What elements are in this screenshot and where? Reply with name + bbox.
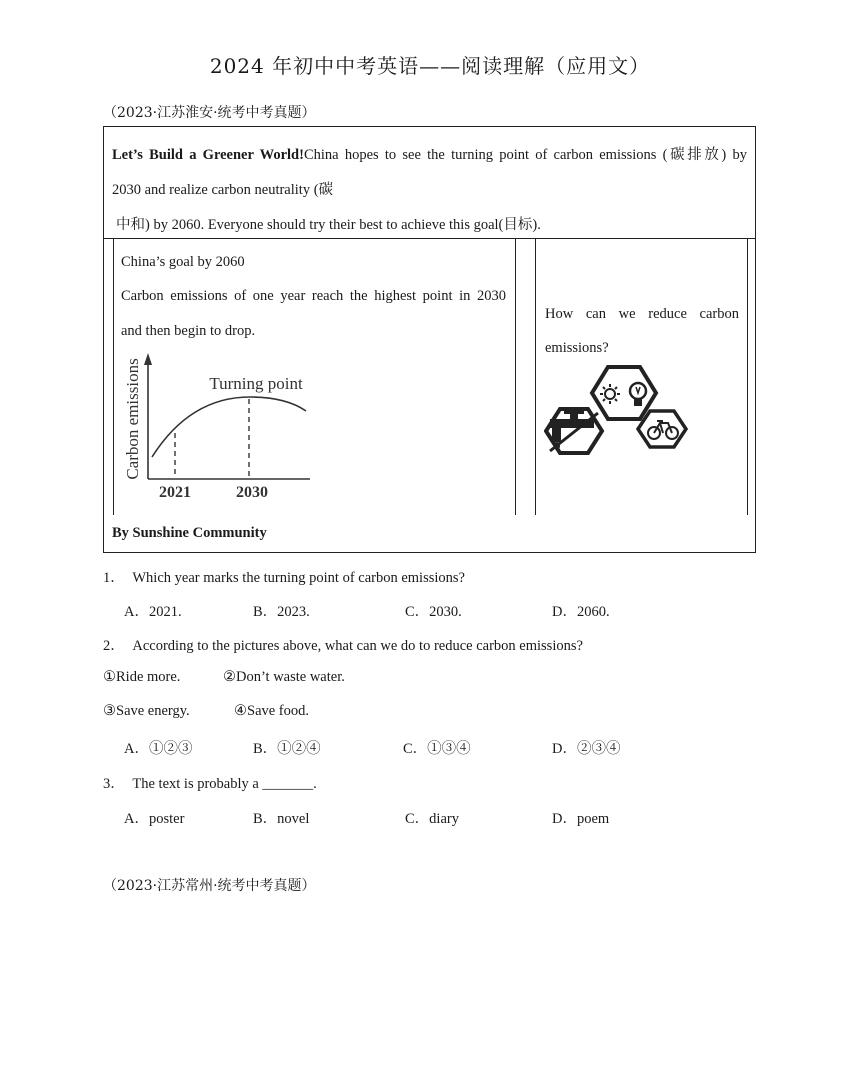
statement-3: ③Save energy. xyxy=(103,703,190,719)
page-title: 2024 年初中中考英语——阅读理解（应用文） xyxy=(209,54,651,78)
byline: By Sunshine Community xyxy=(112,525,267,541)
chart-annotation: Turning point xyxy=(209,374,303,393)
source-label: （2023·江苏淮安·统考中考真题） xyxy=(103,105,316,121)
goal-title: China’s goal by 2060 xyxy=(121,254,245,270)
passage-line-3: 中和) by 2060. Everyone should try their best to achieve this goal(目标). xyxy=(116,217,541,233)
question-number: 1． xyxy=(103,570,125,586)
passage-box xyxy=(103,126,756,553)
passage-heading: Let’s Build a Greener World! xyxy=(112,147,304,163)
option-c[interactable]: C．2030. xyxy=(405,604,462,620)
option-a[interactable]: A．poster xyxy=(124,811,185,827)
reduce-question-1: How can we reduce carbon xyxy=(545,306,739,322)
option-b[interactable]: B．①②④ xyxy=(253,741,321,757)
passage-line-1 xyxy=(112,143,747,164)
option-b[interactable]: B．2023. xyxy=(253,604,310,620)
chart-x-tick: 2030 xyxy=(236,484,268,501)
option-a[interactable]: A．①②③ xyxy=(124,741,193,757)
statement-2: ②Don’t waste water. xyxy=(223,669,345,685)
passage-line-2: 2030 and realize carbon neutrality (碳 xyxy=(112,182,334,198)
question-text: Which year marks the turning point of carbon emissions? xyxy=(132,570,465,586)
question-2 xyxy=(103,634,583,655)
question-text: The text is probably a _______. xyxy=(132,776,317,792)
cell-border xyxy=(515,239,516,515)
option-d[interactable]: D．poem xyxy=(552,811,610,827)
question-number: 3． xyxy=(103,776,125,792)
option-c[interactable]: C．diary xyxy=(405,811,459,827)
reduce-question-2: emissions? xyxy=(545,340,609,356)
goal-description-1: Carbon emissions of one year reach the highest point in 2030 xyxy=(121,288,506,304)
passage-line-1-text: China hopes to see the turning point of carbon emissions (碳排放) by xyxy=(303,147,747,163)
bicycle-icon xyxy=(638,411,686,447)
eco-icons xyxy=(544,363,694,455)
cell-border xyxy=(113,239,114,515)
statement-1: ①Ride more. xyxy=(103,669,181,685)
option-c[interactable]: C．①③④ xyxy=(403,741,471,757)
lightbulb-icon xyxy=(592,367,656,419)
question-3 xyxy=(103,772,317,793)
option-a[interactable]: A．2021. xyxy=(124,604,182,620)
passage-header xyxy=(104,127,755,239)
option-d[interactable]: D．②③④ xyxy=(552,741,621,757)
chart-ylabel: Carbon emissions xyxy=(123,358,142,480)
chart-x-tick: 2021 xyxy=(159,484,191,501)
cell-border xyxy=(535,239,536,515)
question-1 xyxy=(103,566,465,587)
cell-border xyxy=(747,239,748,515)
source-label-2: （2023·江苏常州·统考中考真题） xyxy=(103,878,316,894)
option-d[interactable]: D．2060. xyxy=(552,604,610,620)
water-tap-icon xyxy=(546,409,602,453)
carbon-emissions-chart xyxy=(118,349,318,501)
option-b[interactable]: B．novel xyxy=(253,811,310,827)
question-number: 2． xyxy=(103,638,125,654)
statement-4: ④Save food. xyxy=(234,703,310,719)
question-text: According to the pictures above, what can we do to reduce carbon emissions? xyxy=(132,638,583,654)
goal-description-2: and then begin to drop. xyxy=(121,323,256,339)
